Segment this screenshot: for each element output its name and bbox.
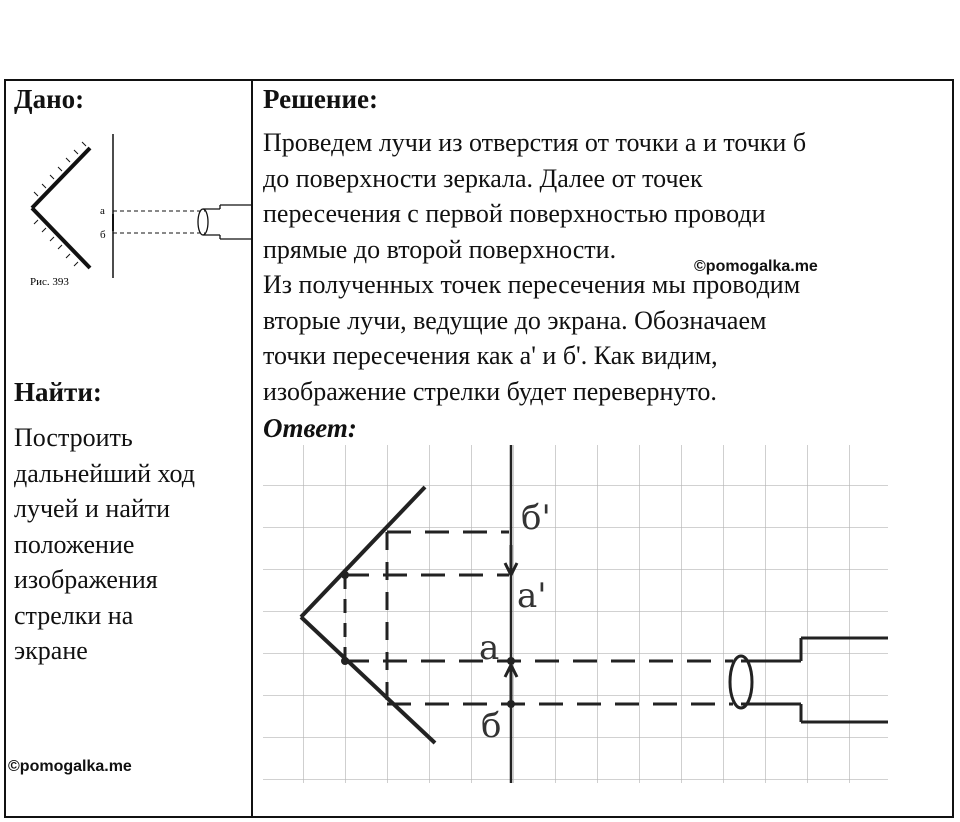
given-label-b: б xyxy=(100,229,106,241)
find-heading: Найти: xyxy=(14,377,102,407)
label-b: б xyxy=(481,706,502,746)
find-line: стрелки на xyxy=(14,600,134,630)
solution-line: изображение стрелки будет перевернуто. xyxy=(263,376,717,406)
solution-line: Проведем лучи из отверстия от точки а и точки б xyxy=(263,128,807,157)
solution-line: Из полученных точек пересечения мы проводим xyxy=(263,270,801,299)
watermark-center: ©pomogalka.me xyxy=(694,258,818,275)
answer-heading: Ответ: xyxy=(263,413,357,443)
find-line: лучей и найти xyxy=(14,494,171,523)
find-line: изображения xyxy=(14,565,158,594)
find-line: дальнейший ход xyxy=(14,458,196,488)
find-line: экране xyxy=(14,636,88,665)
label-a: а xyxy=(479,628,500,668)
figure-caption: Рис. 393 xyxy=(30,276,69,288)
label-b-prime: б' xyxy=(521,498,551,538)
solution-line: вторые лучи, ведущие до экрана. Обозначаем xyxy=(263,305,767,335)
answer-figure xyxy=(263,445,888,783)
given-label-a: а xyxy=(100,205,105,217)
find-line: положение xyxy=(14,529,135,559)
solution-line: пересечения с первой поверхностью проводи xyxy=(263,199,766,228)
find-line: Построить xyxy=(14,423,133,452)
solution-line: точки пересечения как а' и б'. Как видим, xyxy=(263,341,718,370)
watermark-bottom-left: ©pomogalka.me xyxy=(8,758,132,775)
solution-heading: Решение: xyxy=(263,84,378,114)
solution-line: прямые до второй поверхности. xyxy=(263,234,617,264)
solution-line: до поверхности зеркала. Далее от точек xyxy=(263,163,703,193)
given-figure xyxy=(20,132,252,292)
given-heading: Дано: xyxy=(14,84,85,114)
find-text xyxy=(14,420,195,669)
label-a-prime: а' xyxy=(517,576,547,616)
